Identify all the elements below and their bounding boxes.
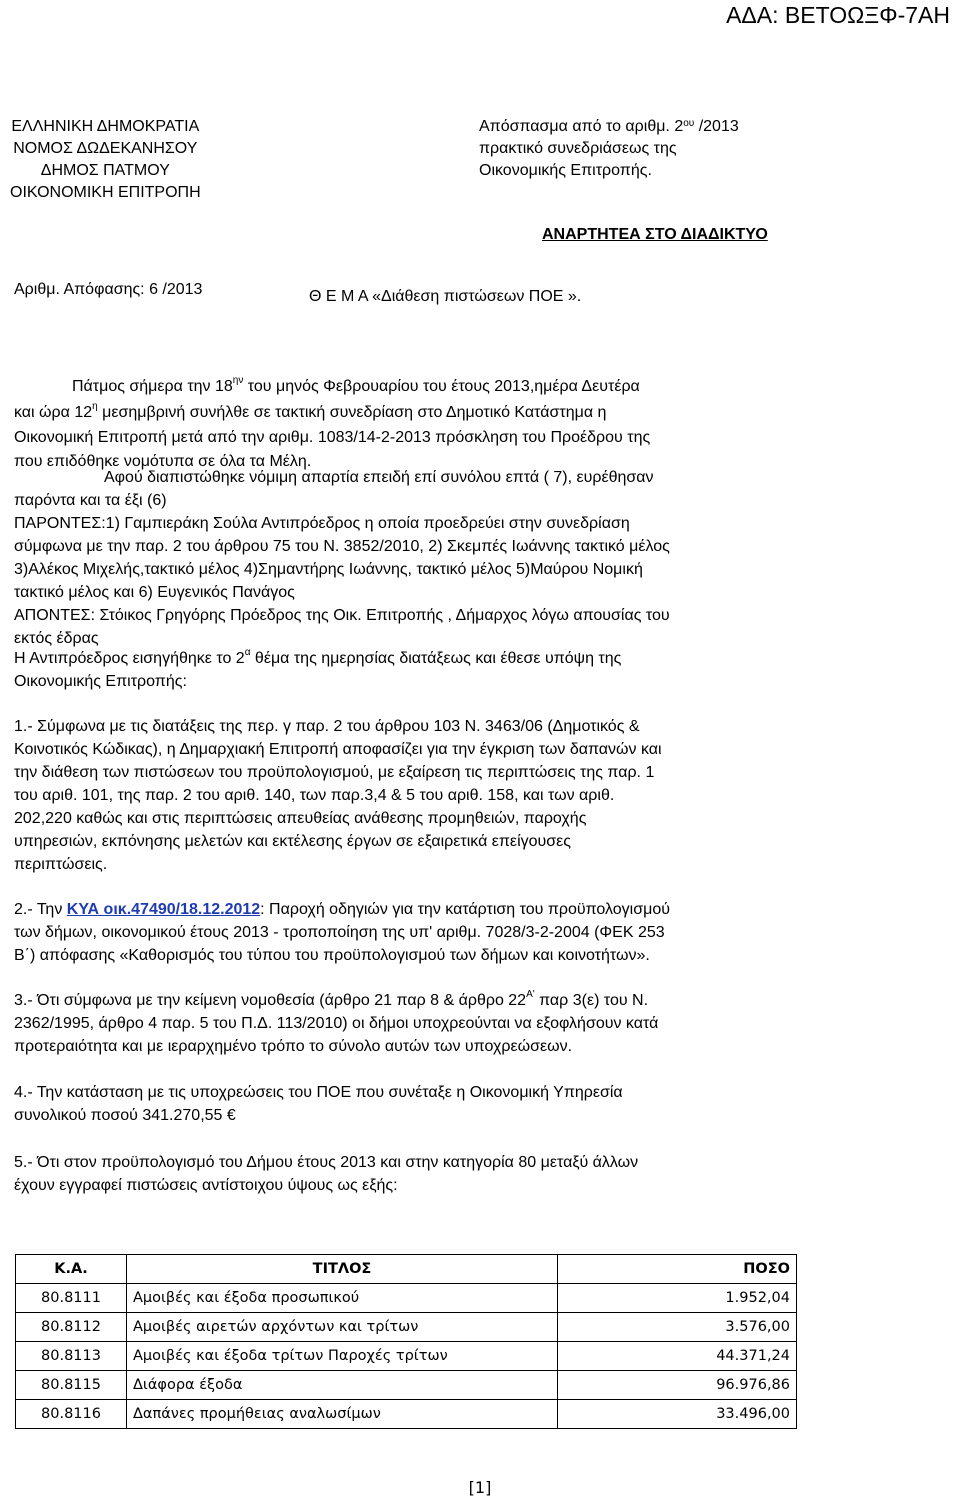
item3-line-3: προτεραιότητα και με ιεραρχημένο τρόπο το σύνολο αυτών των υποχρεώσεων. <box>14 1038 573 1055</box>
credits-table <box>15 1254 797 1429</box>
kya-link[interactable]: ΚΥΑ οικ.47490/18.12.2012 <box>66 901 261 918</box>
table-row <box>16 1313 797 1342</box>
extract-line-3: Οικονομικής Επιτροπής. <box>479 162 652 179</box>
item2-line-2: των δήμων, οικονομικού έτους 2013 - τροποποίηση της υπ' αριθμ. 7028/3-2-2004 (ΦΕΚ 253 <box>14 924 665 941</box>
extract-line-1: Απόσπασμα από το αριθμ. $2^{o\upsilon}$ /2013 <box>479 118 739 135</box>
row-title: Διάφορα έξοδα <box>127 1371 558 1400</box>
table-header-row <box>16 1255 797 1284</box>
row-amount: 44.371,24 <box>558 1342 797 1371</box>
extract-block <box>479 116 739 182</box>
table-row <box>16 1371 797 1400</box>
ada-code: ΑΔΑ: ΒΕΤΟΩΞΦ-7ΑΗ <box>726 2 950 28</box>
row-amount: 3.576,00 <box>558 1313 797 1342</box>
item2-line-3: Β΄) απόφασης «Καθορισμός του τύπου του προϋπολογισμού των δήμων και κοινοτήτων». <box>14 947 650 964</box>
item4-line: 4.- Την κατάσταση με τις υποχρεώσεις του ΠΟΕ που συνέταξε η Οικονομική Υπηρεσία <box>14 1084 623 1101</box>
item3-line-2: 2362/1995, άρθρο 4 παρ. 5 του Π.Δ. 113/2010) οι δήμοι υποχρεούνται να εξοφλήσουν κατά <box>14 1015 659 1032</box>
present-line-1: ΠΑΡΟΝΤΕΣ:1) Γαμπιεράκη Σούλα Αντιπρόεδρος η οποία προεδρεύει στην συνεδρίαση <box>14 515 630 532</box>
absent-line-1: ΑΠΟΝΤΕΣ: Στόικος Γρηγόρης Πρόεδρος της Οικ. Επιτροπής , Δήμαρχος λόγω απουσίας του <box>14 607 670 624</box>
item1-line: υπηρεσιών, εκπόνησης μελετών και εκτέλεσης έργων σε εξαιρετικά επείγουσες <box>14 833 571 850</box>
intro-line-4: που επιδόθηκε νομότυπα σε όλα τα Μέλη. <box>14 453 312 470</box>
intro-line-2: και ώρα $12^\eta$ μεσημβρινή συνήλθε σε τακτική συνεδρίαση στο Δημοτικό Κατάστημα η <box>14 401 607 421</box>
row-code: 80.8115 <box>16 1371 127 1400</box>
row-code: 80.8116 <box>16 1400 127 1429</box>
issuer-line: ΝΟΜΟΣ ΔΩΔΕΚΑΝΗΣΟΥ <box>13 140 198 157</box>
row-title: Αμοιβές αιρετών αρχόντων και τρίτων <box>127 1313 558 1342</box>
issuer-line: ΟΙΚΟΝΟΜΙΚΗ ΕΠΙΤΡΟΠΗ <box>10 184 201 201</box>
item3-line-1: 3.- Ότι σύμφωνα με την κείμενη νομοθεσία (άρθρο 21 παρ 8 & άρθρο $22^{A'}$ παρ 3(ε) του Ν. <box>14 989 649 1009</box>
item1-line: την διάθεση των πιστώσεων του προϋπολογισμού, με εξαίρεση τις περιπτώσεις της παρ. 1 <box>14 764 655 781</box>
absent-line-2: εκτός έδρας <box>14 630 99 647</box>
issuer-line: ΕΛΛΗΝΙΚΗ ΔΗΜΟΚΡΑΤΙΑ <box>11 118 200 135</box>
row-amount: 96.976,86 <box>558 1371 797 1400</box>
row-code: 80.8111 <box>16 1284 127 1313</box>
item1-line: 1.- Σύμφωνα με τις διατάξεις της περ. γ παρ. 2 του άρθρου 103 Ν. 3463/06 (Δημοτικός & <box>14 718 640 735</box>
decision-number: Αριθμ. Απόφασης: 6 /2013 <box>14 281 203 298</box>
internet-posting-note: ΑΝΑΡΤΗΤΕΑ ΣΤΟ ΔΙΑΔΙΚΤΥΟ <box>542 226 768 243</box>
item1-line: 202,220 καθώς και στις περιπτώσεις απευθείας ανάθεσης προμηθειών, παροχής <box>14 810 587 827</box>
row-amount: 33.496,00 <box>558 1400 797 1429</box>
decision-theme: Θ Ε Μ Α «Διάθεση πιστώσεων ΠΟΕ ». <box>309 288 582 305</box>
table-row <box>16 1342 797 1371</box>
item2-line-1: 2.- Την ΚΥΑ οικ.47490/18.12.2012: Παροχή οδηγιών για την κατάρτιση του προϋπολογισμού <box>14 901 670 918</box>
present-line-4: τακτικό μέλος και 6) Ευγενικός Πανάγος <box>14 584 295 601</box>
item1-line: Κοινοτικός Κώδικας), η Δημαρχιακή Επιτροπή αποφασίζει για την έγκριση των δαπανών και <box>14 741 662 758</box>
intro-line-3: Οικονομική Επιτροπή μετά από την αριθμ. 1083/14-2-2013 πρόσκληση του Προέδρου της <box>14 429 651 446</box>
issuer-block <box>10 116 201 204</box>
header-amount: ΠΟΣΟ <box>558 1255 797 1284</box>
header-title: ΤΙΤΛΟΣ <box>127 1255 558 1284</box>
table-row <box>16 1400 797 1429</box>
item4-line: συνολικού ποσού 341.270,55 € <box>14 1107 236 1124</box>
item5-line: έχουν εγγραφεί πιστώσεις αντίστοιχου ύψους ως εξής: <box>14 1177 398 1194</box>
row-code: 80.8112 <box>16 1313 127 1342</box>
page-number: [1] <box>468 1478 492 1497</box>
item1-line: του αριθ. 101, της παρ. 2 του αριθ. 140, των παρ.3,4 & 5 του αριθ. 158, και των αριθ. <box>14 787 615 804</box>
row-title: Δαπάνες προμήθειας αναλωσίμων <box>127 1400 558 1429</box>
table-row <box>16 1284 797 1313</box>
row-title: Αμοιβές και έξοδα τρίτων Παροχές τρίτων <box>127 1342 558 1371</box>
present-line-2: σύμφωνα με την παρ. 2 του άρθρου 75 του Ν. 3852/2010, 2) Σκεμπές Ιωάννης τακτικό μέλος <box>14 538 670 555</box>
item5-line: 5.- Ότι στον προϋπολογισμό του Δήμου έτους 2013 και στην κατηγορία 80 μεταξύ άλλων <box>14 1154 639 1171</box>
row-title: Αμοιβές και έξοδα προσωπικού <box>127 1284 558 1313</box>
row-amount: 1.952,04 <box>558 1284 797 1313</box>
issuer-line: ΔΗΜΟΣ ΠΑΤΜΟΥ <box>40 162 170 179</box>
item1-line: περιπτώσεις. <box>14 856 108 873</box>
quorum-line-1: Αφού διαπιστώθηκε νόμιμη απαρτία επειδή επί συνόλου επτά ( 7), ευρέθησαν <box>104 469 654 486</box>
row-code: 80.8113 <box>16 1342 127 1371</box>
rapporteur-line-2: Οικονομικής Επιτροπής: <box>14 673 187 690</box>
intro-line-1: Πάτμος σήμερα την $18^{\eta\nu}$ του μηνός Φεβρουαρίου του έτους 2013,ημέρα Δευτέρα <box>72 375 640 395</box>
extract-line-2: πρακτικό συνεδριάσεως της <box>479 140 677 157</box>
header-code: Κ.Α. <box>16 1255 127 1284</box>
rapporteur-line-1: Η Αντιπρόεδρος εισηγήθηκε το $2^\alpha$ θέμα της ημερησίας διατάξεως και έθεσε υπόψη της <box>14 647 622 667</box>
quorum-line-2: παρόντα και τα έξι (6) <box>14 492 167 509</box>
present-line-3: 3)Αλέκος Μιχελής,τακτικό μέλος 4)Σημαντήρης Ιωάννης, τακτικό μέλος 5)Μαύρου Νομική <box>14 561 643 578</box>
